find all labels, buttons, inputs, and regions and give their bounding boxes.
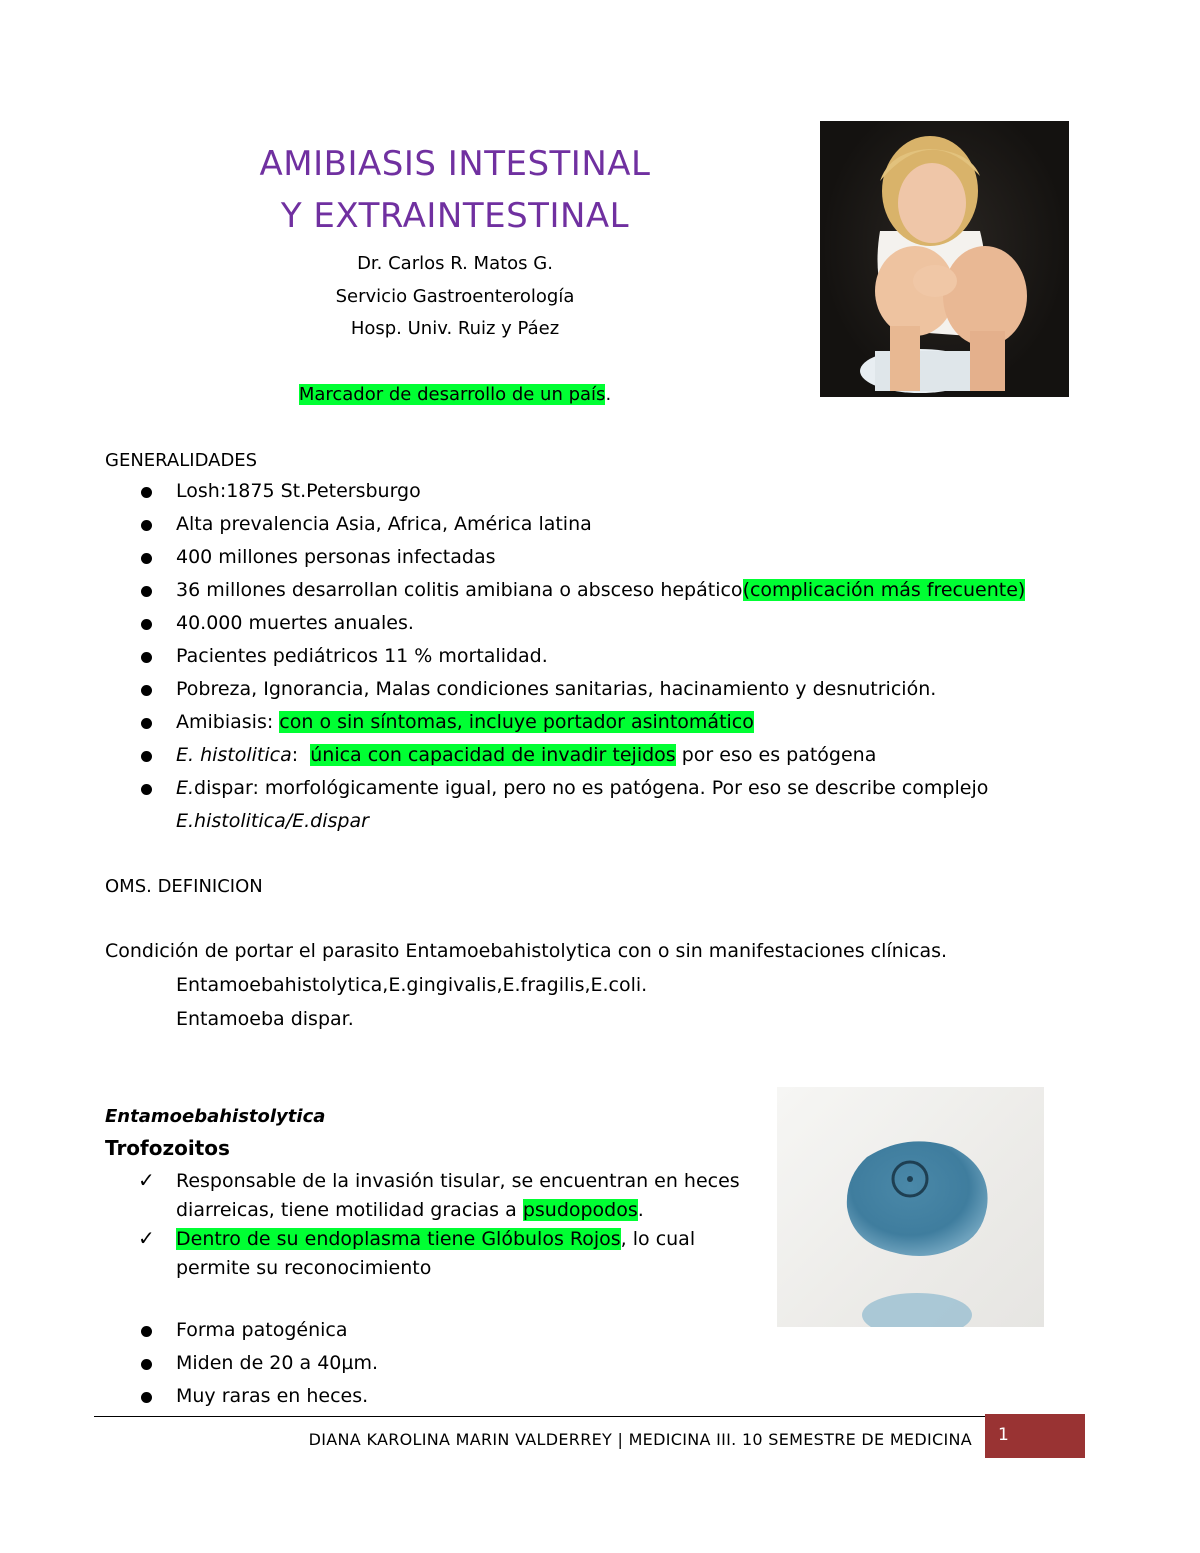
footer-separator: | <box>612 1430 629 1449</box>
document-title-line1: AMIBIASIS INTESTINAL <box>259 144 651 184</box>
child-illustration <box>820 121 1069 397</box>
oms-species-dispar: Entamoeba dispar. <box>176 1008 354 1030</box>
department-name: Servicio Gastroenterología <box>335 286 575 307</box>
footer-author: DIANA KAROLINA MARIN VALDERREY <box>308 1430 613 1449</box>
generalidades-item: Alta prevalencia Asia, Africa, América latina <box>176 513 592 535</box>
trofozoito-bullet: Forma patogénica <box>176 1319 348 1341</box>
bullet-icon <box>141 520 152 531</box>
bullet-icon <box>141 1392 152 1403</box>
generalidades-item <box>176 744 876 766</box>
bullet-icon <box>141 718 152 729</box>
bullet-icon <box>141 1359 152 1370</box>
bullet-icon <box>141 619 152 630</box>
bullet-icon <box>141 586 152 597</box>
check-icon: ✓ <box>138 1168 155 1192</box>
page-number-box <box>985 1414 1085 1458</box>
check-item-line1: Responsable de la invasión tisular, se encuentran en heces <box>176 1170 740 1192</box>
bullet-icon <box>141 487 152 498</box>
page-number: 1 <box>998 1425 1009 1445</box>
check-item-line2 <box>176 1199 644 1221</box>
check-item-line1 <box>176 1228 695 1250</box>
marker-tail: . <box>605 384 612 405</box>
item-text: Amibiasis: <box>176 711 280 733</box>
item-text: dispar: morfológicamente igual, pero no es patógena. Por eso se describe complejo <box>194 777 989 799</box>
generalidades-heading: GENERALIDADES <box>105 450 258 471</box>
footer-course: MEDICINA III. 10 SEMESTRE DE MEDICINA <box>628 1430 972 1449</box>
item-highlight: única con capacidad de invadir tejidos <box>310 744 676 766</box>
item-text: 36 millones desarrollan colitis amibiana o absceso hepático <box>176 579 743 601</box>
oms-species-list: Entamoebahistolytica,E.gingivalis,E.fragilis,E.coli. <box>176 974 648 996</box>
generalidades-item: Pobreza, Ignorancia, Malas condiciones sanitarias, hacinamiento y desnutrición. <box>176 678 937 700</box>
item-tail: por eso es patógena <box>675 744 877 766</box>
trofozoito-bullet: Muy raras en heces. <box>176 1385 369 1407</box>
footer-rule <box>94 1416 994 1417</box>
check-item-line2: permite su reconocimiento <box>176 1257 432 1279</box>
generalidades-item: Pacientes pediátricos 11 % mortalidad. <box>176 645 548 667</box>
item-tail: . <box>637 1199 644 1221</box>
bullet-icon <box>141 784 152 795</box>
item-italic: E. histolitica <box>176 744 292 766</box>
marker-highlight: Marcador de desarrollo de un país <box>298 384 606 405</box>
bullet-icon <box>141 553 152 564</box>
trophozoite-illustration <box>777 1087 1044 1327</box>
item-text: : <box>291 744 311 766</box>
child-photo <box>820 121 1069 397</box>
oms-heading: OMS. DEFINICION <box>105 876 263 897</box>
bullet-icon <box>141 652 152 663</box>
entamoeba-heading: Entamoebahistolytica <box>105 1106 326 1127</box>
generalidades-item <box>176 711 754 733</box>
item-highlight: con o sin síntomas, incluye portador asintomático <box>279 711 754 733</box>
document-title-line2: Y EXTRAINTESTINAL <box>280 196 630 236</box>
generalidades-item <box>176 777 988 799</box>
item-highlight: Dentro de su endoplasma tiene Glóbulos Rojos <box>176 1228 621 1250</box>
item-italic: E. <box>176 777 195 799</box>
hospital-name: Hosp. Univ. Ruiz y Páez <box>350 318 560 339</box>
footer-text <box>309 1430 972 1449</box>
marker-statement <box>160 384 750 405</box>
author-name: Dr. Carlos R. Matos G. <box>357 253 553 274</box>
oms-definition: Condición de portar el parasito Entamoebahistolytica con o sin manifestaciones clínicas. <box>105 940 948 962</box>
trophozoite-micrograph <box>777 1087 1044 1327</box>
item-text: diarreicas, tiene motilidad gracias a <box>176 1199 523 1221</box>
generalidades-item-continuation: E.histolitica/E.dispar <box>176 810 369 832</box>
bullet-icon <box>141 685 152 696</box>
generalidades-item: 400 millones personas infectadas <box>176 546 496 568</box>
item-tail: , lo cual <box>620 1228 696 1250</box>
bullet-icon <box>141 751 152 762</box>
trofozoito-bullet: Miden de 20 a 40µm. <box>176 1352 379 1374</box>
generalidades-item: Losh:1875 St.Petersburgo <box>176 480 421 502</box>
check-icon: ✓ <box>138 1226 155 1250</box>
trofozoitos-subheading: Trofozoitos <box>105 1136 230 1160</box>
generalidades-item: 40.000 muertes anuales. <box>176 612 414 634</box>
item-highlight: psudopodos <box>522 1199 638 1221</box>
item-highlight: (complicación más frecuente) <box>742 579 1026 601</box>
generalidades-item <box>176 579 1025 601</box>
bullet-icon <box>141 1326 152 1337</box>
